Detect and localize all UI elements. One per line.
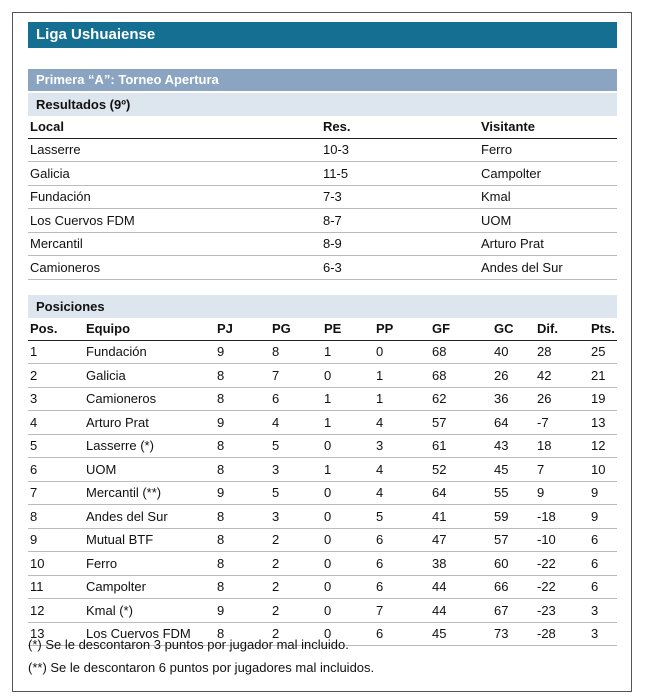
diff-cell: 9 — [535, 481, 589, 505]
drawn-cell: 0 — [322, 575, 374, 599]
results-table — [28, 115, 617, 280]
team-cell: Ferro — [84, 552, 215, 576]
team-cell: Arturo Prat — [84, 411, 215, 435]
result-row — [28, 256, 617, 280]
team-cell: Los Cuervos FDM — [84, 622, 215, 646]
drawn-cell: 0 — [322, 434, 374, 458]
team-cell: Andes del Sur — [84, 505, 215, 529]
diff-header: Dif. — [535, 317, 589, 340]
drawn-cell: 0 — [322, 364, 374, 388]
standings-row — [28, 434, 617, 458]
pos-cell: 3 — [28, 387, 84, 411]
footnote: (*) Se le descontaron 3 puntos por jugador mal incluido. — [28, 637, 349, 652]
standings-row — [28, 387, 617, 411]
goals-against-cell: 59 — [492, 505, 535, 529]
standings-header-row — [28, 317, 617, 340]
points-cell: 3 — [589, 599, 617, 623]
goals-against-cell: 45 — [492, 458, 535, 482]
goals-for-cell: 47 — [430, 528, 492, 552]
result-row — [28, 209, 617, 233]
lost-cell: 6 — [374, 575, 430, 599]
played-cell: 9 — [215, 340, 270, 364]
results-header-row — [28, 115, 617, 138]
diff-cell: -22 — [535, 575, 589, 599]
goals-against-cell: 60 — [492, 552, 535, 576]
pos-cell: 7 — [28, 481, 84, 505]
points-cell: 3 — [589, 622, 617, 646]
goals-for-header: GF — [430, 317, 492, 340]
diff-cell: -7 — [535, 411, 589, 435]
result-row — [28, 162, 617, 186]
score-cell: 7-3 — [321, 185, 479, 209]
won-cell: 5 — [270, 481, 322, 505]
league-title: Liga Ushuaiense — [28, 22, 617, 48]
goals-against-cell: 73 — [492, 622, 535, 646]
played-cell: 9 — [215, 481, 270, 505]
won-cell: 8 — [270, 340, 322, 364]
points-cell: 6 — [589, 552, 617, 576]
played-cell: 8 — [215, 528, 270, 552]
local-team-cell: Fundación — [28, 185, 321, 209]
team-header: Equipo — [84, 317, 215, 340]
local-team-cell: Mercantil — [28, 232, 321, 256]
drawn-cell: 1 — [322, 340, 374, 364]
standings-row — [28, 458, 617, 482]
result-row — [28, 232, 617, 256]
pos-cell: 8 — [28, 505, 84, 529]
lost-cell: 4 — [374, 481, 430, 505]
points-cell: 21 — [589, 364, 617, 388]
team-cell: Galicia — [84, 364, 215, 388]
standings-row — [28, 364, 617, 388]
diff-cell: 28 — [535, 340, 589, 364]
diff-cell: -18 — [535, 505, 589, 529]
lost-cell: 6 — [374, 622, 430, 646]
points-cell: 12 — [589, 434, 617, 458]
goals-for-cell: 68 — [430, 364, 492, 388]
pos-cell: 11 — [28, 575, 84, 599]
won-cell: 7 — [270, 364, 322, 388]
local-team-cell: Los Cuervos FDM — [28, 209, 321, 233]
team-cell: Camioneros — [84, 387, 215, 411]
drawn-cell: 0 — [322, 528, 374, 552]
drawn-cell: 0 — [322, 505, 374, 529]
result-row — [28, 138, 617, 162]
team-cell: Kmal (*) — [84, 599, 215, 623]
points-cell: 13 — [589, 411, 617, 435]
local-header: Local — [28, 115, 321, 138]
played-cell: 8 — [215, 434, 270, 458]
played-cell: 8 — [215, 575, 270, 599]
pos-cell: 12 — [28, 599, 84, 623]
points-cell: 19 — [589, 387, 617, 411]
pos-cell: 10 — [28, 552, 84, 576]
results-heading: Resultados (9º) — [28, 93, 617, 116]
footnotes — [28, 633, 617, 679]
goals-for-cell: 44 — [430, 599, 492, 623]
played-cell: 8 — [215, 458, 270, 482]
away-team-cell: Andes del Sur — [479, 256, 617, 280]
drawn-cell: 0 — [322, 622, 374, 646]
drawn-cell: 0 — [322, 552, 374, 576]
team-cell: Mercantil (**) — [84, 481, 215, 505]
goals-for-cell: 44 — [430, 575, 492, 599]
diff-cell: 26 — [535, 387, 589, 411]
goals-for-cell: 64 — [430, 481, 492, 505]
drawn-cell: 1 — [322, 411, 374, 435]
goals-for-cell: 57 — [430, 411, 492, 435]
pos-cell: 6 — [28, 458, 84, 482]
away-team-cell: Ferro — [479, 138, 617, 162]
pos-cell: 4 — [28, 411, 84, 435]
pos-cell: 9 — [28, 528, 84, 552]
goals-for-cell: 45 — [430, 622, 492, 646]
pos-cell: 1 — [28, 340, 84, 364]
played-cell: 8 — [215, 622, 270, 646]
lost-cell: 7 — [374, 599, 430, 623]
drawn-header: PE — [322, 317, 374, 340]
score-cell: 6-3 — [321, 256, 479, 280]
played-header: PJ — [215, 317, 270, 340]
lost-cell: 3 — [374, 434, 430, 458]
standings-row — [28, 575, 617, 599]
goals-against-cell: 55 — [492, 481, 535, 505]
standings-heading: Posiciones — [28, 295, 617, 318]
standings-row — [28, 528, 617, 552]
points-cell: 25 — [589, 340, 617, 364]
won-cell: 2 — [270, 528, 322, 552]
score-cell: 8-7 — [321, 209, 479, 233]
played-cell: 8 — [215, 364, 270, 388]
won-cell: 4 — [270, 411, 322, 435]
standings-row — [28, 340, 617, 364]
points-cell: 9 — [589, 481, 617, 505]
diff-cell: 42 — [535, 364, 589, 388]
score-cell: 8-9 — [321, 232, 479, 256]
pos-cell: 13 — [28, 622, 84, 646]
lost-cell: 6 — [374, 528, 430, 552]
goals-against-cell: 36 — [492, 387, 535, 411]
local-team-cell: Lasserre — [28, 138, 321, 162]
local-team-cell: Camioneros — [28, 256, 321, 280]
lost-cell: 4 — [374, 411, 430, 435]
diff-cell: -28 — [535, 622, 589, 646]
tournament-subtitle: Primera “A”: Torneo Apertura — [28, 69, 617, 91]
drawn-cell: 0 — [322, 599, 374, 623]
lost-cell: 1 — [374, 387, 430, 411]
standings-row — [28, 505, 617, 529]
goals-for-cell: 41 — [430, 505, 492, 529]
diff-cell: -23 — [535, 599, 589, 623]
played-cell: 8 — [215, 505, 270, 529]
goals-for-cell: 62 — [430, 387, 492, 411]
drawn-cell: 0 — [322, 481, 374, 505]
drawn-cell: 1 — [322, 387, 374, 411]
points-cell: 6 — [589, 528, 617, 552]
diff-cell: -22 — [535, 552, 589, 576]
goals-against-cell: 64 — [492, 411, 535, 435]
team-cell: Mutual BTF — [84, 528, 215, 552]
points-cell: 10 — [589, 458, 617, 482]
standings-row — [28, 599, 617, 623]
lost-cell: 1 — [374, 364, 430, 388]
won-cell: 6 — [270, 387, 322, 411]
points-header: Pts. — [589, 317, 617, 340]
goals-for-cell: 52 — [430, 458, 492, 482]
points-cell: 9 — [589, 505, 617, 529]
played-cell: 8 — [215, 552, 270, 576]
away-header: Visitante — [479, 115, 617, 138]
standings-table — [28, 317, 617, 646]
played-cell: 9 — [215, 599, 270, 623]
team-cell: Campolter — [84, 575, 215, 599]
goals-for-cell: 61 — [430, 434, 492, 458]
diff-cell: -10 — [535, 528, 589, 552]
pos-cell: 5 — [28, 434, 84, 458]
score-header: Res. — [321, 115, 479, 138]
lost-header: PP — [374, 317, 430, 340]
goals-against-cell: 66 — [492, 575, 535, 599]
drawn-cell: 1 — [322, 458, 374, 482]
pos-header: Pos. — [28, 317, 84, 340]
team-cell: Lasserre (*) — [84, 434, 215, 458]
standings-row — [28, 481, 617, 505]
won-cell: 2 — [270, 622, 322, 646]
points-cell: 6 — [589, 575, 617, 599]
away-team-cell: UOM — [479, 209, 617, 233]
lost-cell: 4 — [374, 458, 430, 482]
goals-for-cell: 38 — [430, 552, 492, 576]
pos-cell: 2 — [28, 364, 84, 388]
goals-against-cell: 26 — [492, 364, 535, 388]
won-cell: 3 — [270, 458, 322, 482]
score-cell: 11-5 — [321, 162, 479, 186]
goals-for-cell: 68 — [430, 340, 492, 364]
diff-cell: 18 — [535, 434, 589, 458]
lost-cell: 0 — [374, 340, 430, 364]
team-cell: Fundación — [84, 340, 215, 364]
won-cell: 2 — [270, 575, 322, 599]
won-cell: 2 — [270, 552, 322, 576]
played-cell: 9 — [215, 411, 270, 435]
footnote: (**) Se le descontaron 6 puntos por jugadores mal incluidos. — [28, 660, 375, 675]
score-cell: 10-3 — [321, 138, 479, 162]
won-cell: 5 — [270, 434, 322, 458]
away-team-cell: Campolter — [479, 162, 617, 186]
won-cell: 2 — [270, 599, 322, 623]
goals-against-cell: 67 — [492, 599, 535, 623]
away-team-cell: Kmal — [479, 185, 617, 209]
result-row — [28, 185, 617, 209]
played-cell: 8 — [215, 387, 270, 411]
won-cell: 3 — [270, 505, 322, 529]
goals-against-header: GC — [492, 317, 535, 340]
team-cell: UOM — [84, 458, 215, 482]
won-header: PG — [270, 317, 322, 340]
local-team-cell: Galicia — [28, 162, 321, 186]
goals-against-cell: 57 — [492, 528, 535, 552]
lost-cell: 5 — [374, 505, 430, 529]
goals-against-cell: 40 — [492, 340, 535, 364]
lost-cell: 6 — [374, 552, 430, 576]
standings-row — [28, 411, 617, 435]
away-team-cell: Arturo Prat — [479, 232, 617, 256]
diff-cell: 7 — [535, 458, 589, 482]
goals-against-cell: 43 — [492, 434, 535, 458]
standings-row — [28, 552, 617, 576]
